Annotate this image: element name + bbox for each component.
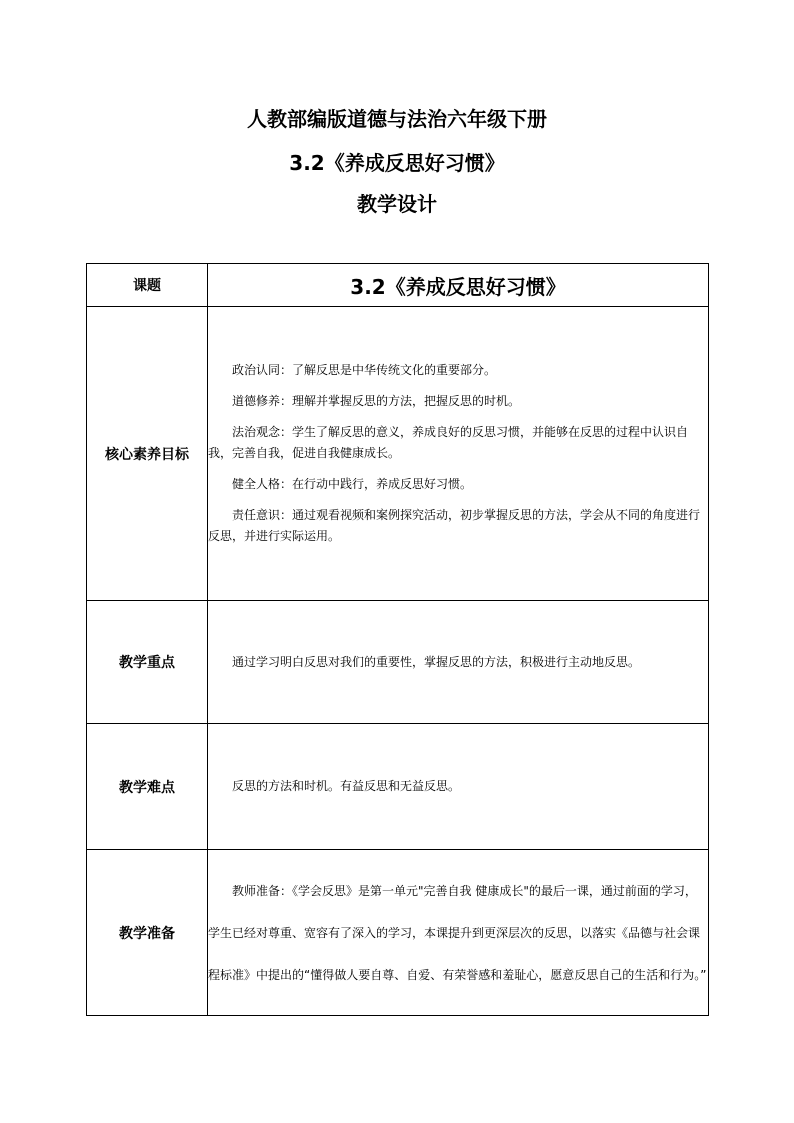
label-preparation: 教学准备 <box>87 850 208 1016</box>
document-title: 人教部编版道德与法治六年级下册 <box>247 107 547 131</box>
table-row-preparation <box>87 850 709 1016</box>
difficulties-content <box>208 724 709 850</box>
table-row-title <box>87 264 709 307</box>
lesson-title: 3.2《养成反思好习惯》 <box>289 151 505 175</box>
goal-item: 道德修养：理解并掌握反思的方法，把握反思的时机。 <box>232 394 521 408</box>
topic-value: 3.2《养成反思好习惯》 <box>208 264 709 307</box>
preparation-content <box>208 850 709 1016</box>
document-subtitle: 教学设计 <box>357 192 437 216</box>
goal-item: 政治认同：了解反思是中华传统文化的重要部分。 <box>232 363 497 377</box>
table-row-difficulties <box>87 724 709 850</box>
difficulties-text: 反思的方法和时机。有益反思和无益反思。 <box>232 779 461 793</box>
core-goals-content <box>208 307 709 601</box>
goal-item: 责任意识：通过观看视频和案例探究活动，初步掌握反思的方法，学会从不同的角度进行反思，并进行实际运用。 <box>208 508 701 543</box>
lesson-plan-table <box>86 263 709 1016</box>
goal-item: 法治观念：学生了解反思的意义，养成良好的反思习惯，并能够在反思的过程中认识自我，完善自我，促进自我健康成长。 <box>208 425 689 460</box>
label-key-points: 教学重点 <box>87 601 208 724</box>
label-difficulties: 教学难点 <box>87 724 208 850</box>
table-row-key-points <box>87 601 709 724</box>
key-points-content <box>208 601 709 724</box>
key-points-text: 通过学习明白反思对我们的重要性，掌握反思的方法，积极进行主动地反思。 <box>232 654 641 669</box>
label-core-goals: 核心素养目标 <box>87 307 208 601</box>
label-topic: 课题 <box>87 264 208 307</box>
goal-item: 健全人格：在行动中践行，养成反思好习惯。 <box>232 477 473 491</box>
preparation-text: 教师准备：《学会反思》是第一单元"完善自我 健康成长"的最后一课，通过前面的学习，学生已经对尊重、宽容有了深入的学习，本课提升到更深层次的反思，以落实《品德与社会课程标准》中提出的“懂得做人要自尊、自爱、有荣誉感和羞耻心，愿意反思自己的生活和行为。” <box>208 883 707 982</box>
table-row-goals <box>87 307 709 601</box>
